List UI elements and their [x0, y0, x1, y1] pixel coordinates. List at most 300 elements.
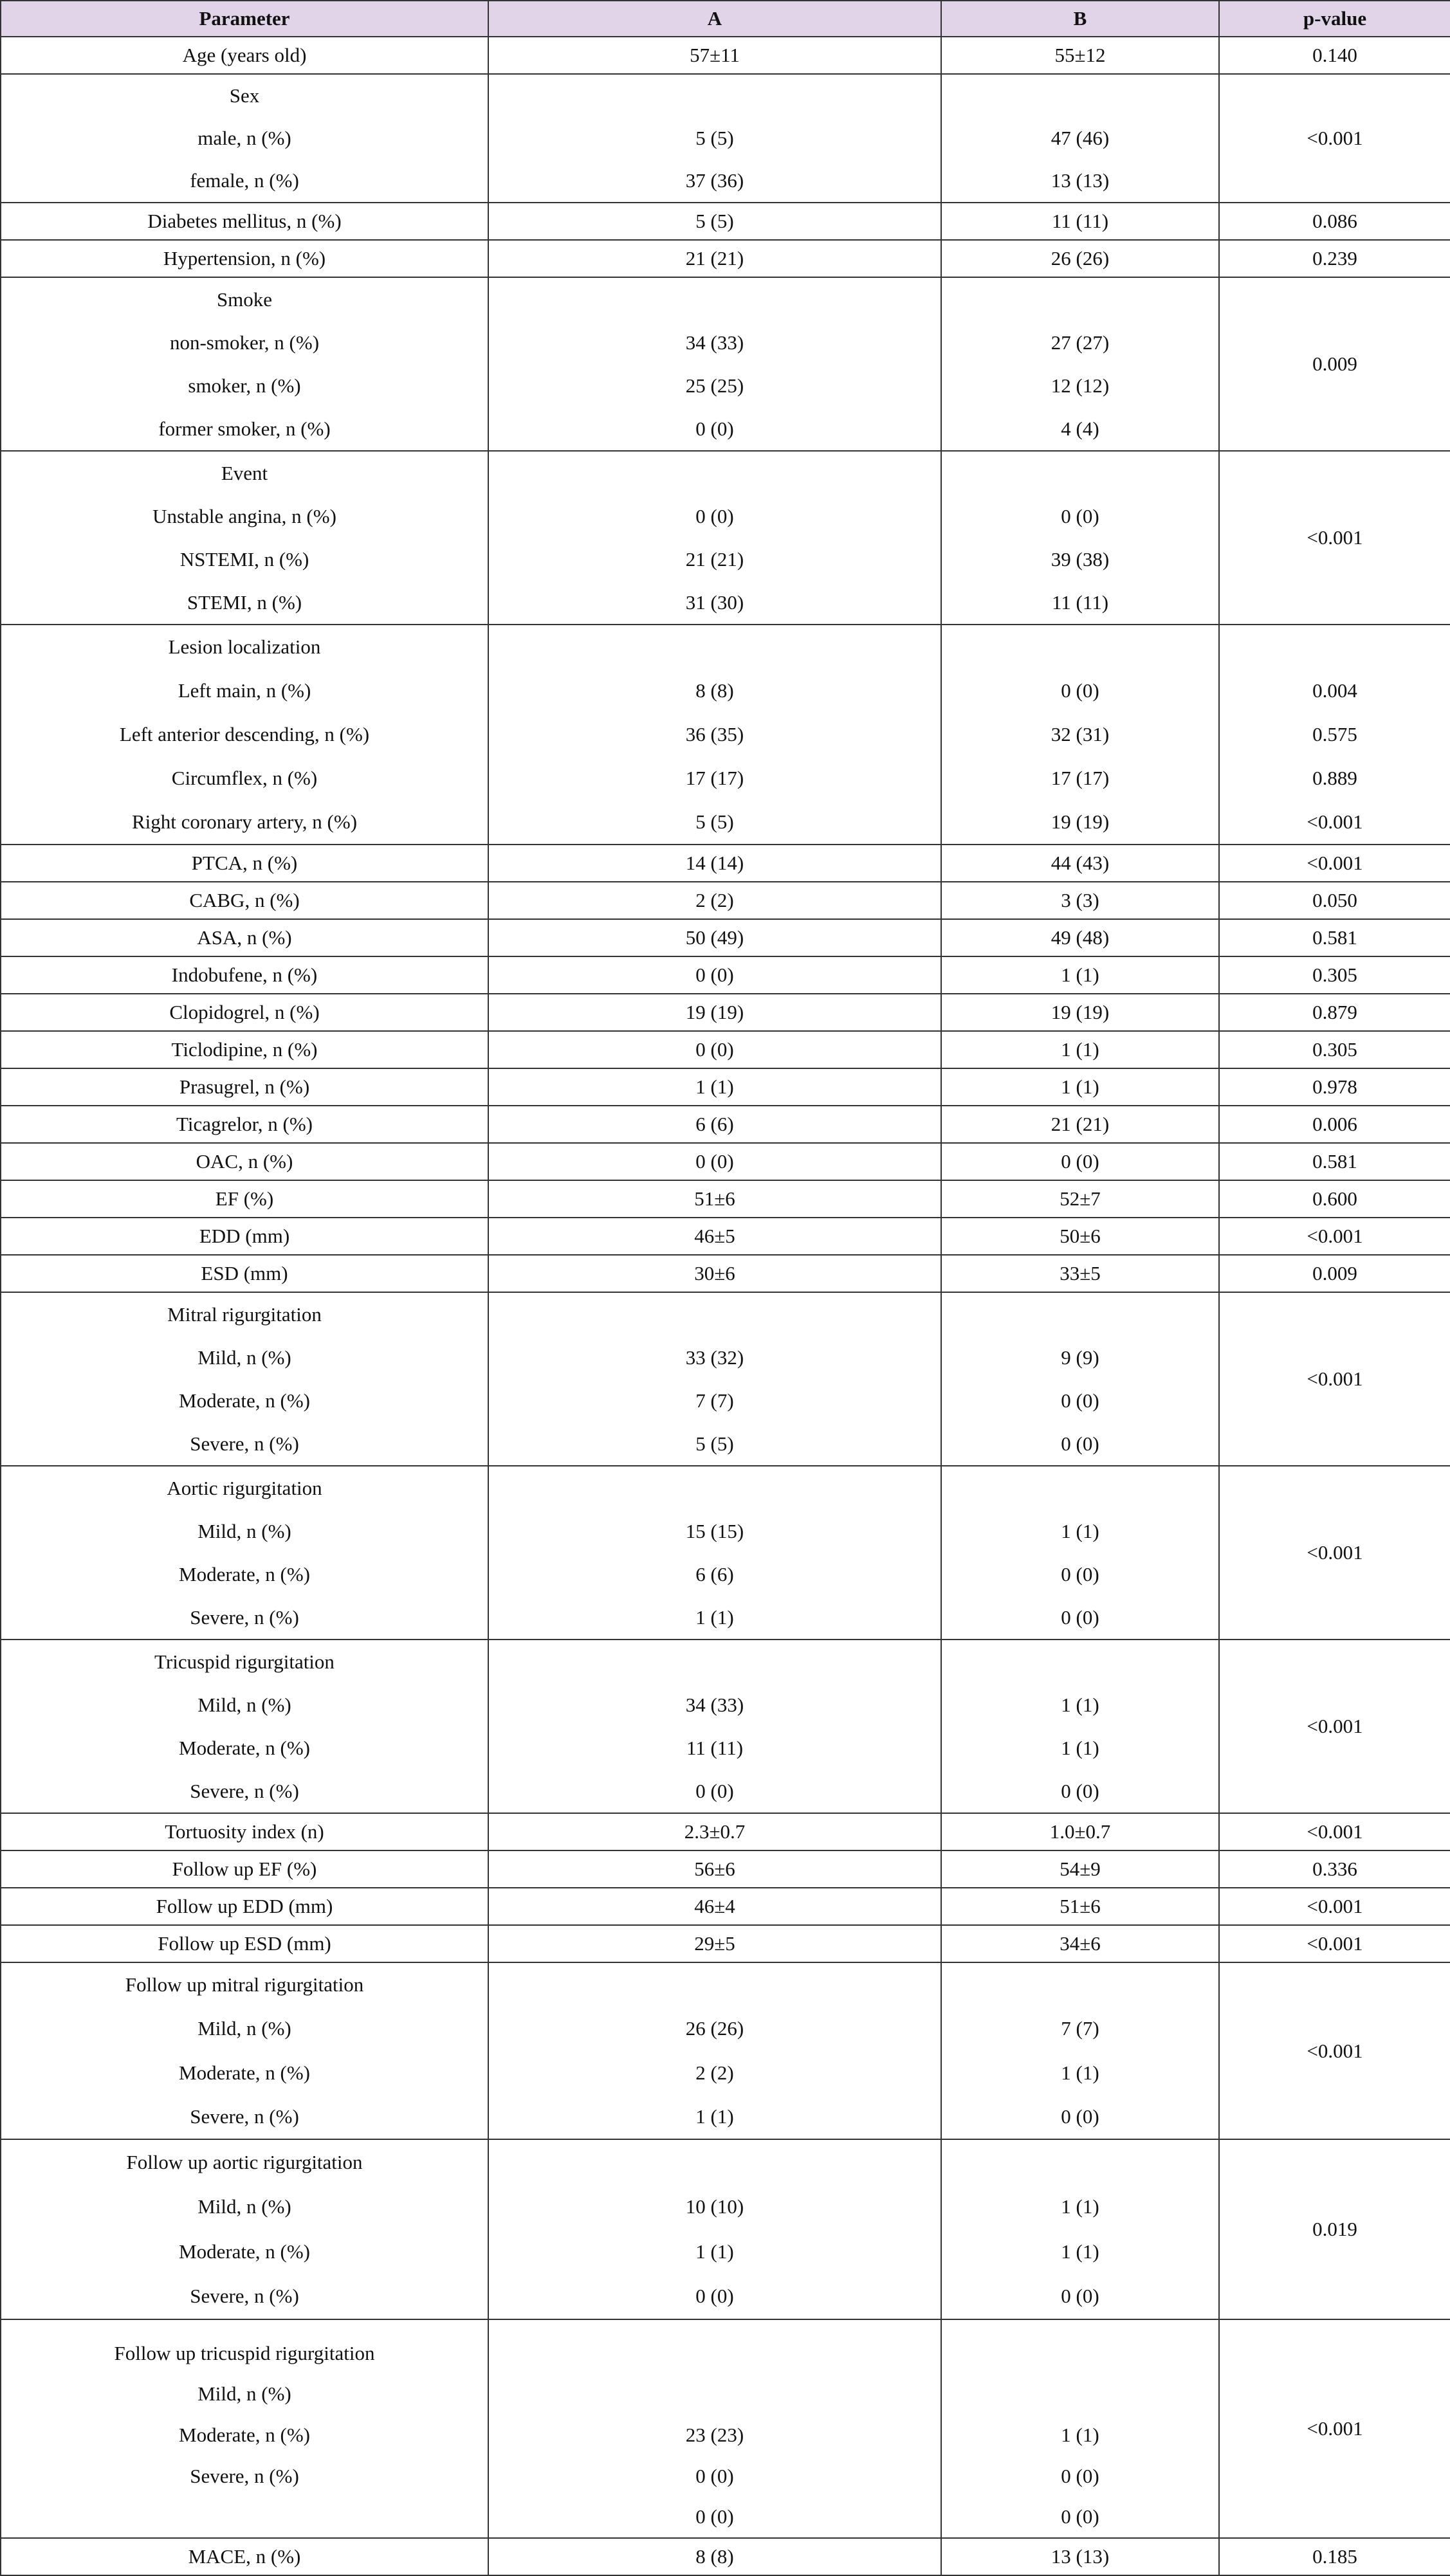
group-a-value: 5 (5) [695, 1432, 734, 1455]
group-a-cell [488, 37, 941, 74]
group-a-value: 26 (26) [685, 2017, 744, 2040]
table-row [1, 203, 1450, 240]
group-a-value [489, 1466, 941, 1510]
group-b-value: 0 (0) [1061, 2505, 1099, 2528]
group-a-cell [488, 1106, 941, 1143]
group-a-stack [489, 2539, 941, 2575]
parameter-value: Tortuosity index (n) [165, 1820, 324, 1843]
table-row [1, 1292, 1450, 1466]
group-a-value: 0 (0) [695, 2505, 734, 2528]
header-parameter: Parameter [1, 1, 488, 37]
parameter-stack [1, 1293, 488, 1465]
parameter-stack [1, 37, 488, 73]
p-value-cell: 0.009 [1219, 1255, 1450, 1292]
p-value-cell: <0.001 [1219, 74, 1450, 203]
parameter-cell [1, 882, 488, 919]
group-a-value [489, 1963, 941, 2007]
group-a-stack [489, 882, 941, 918]
table-header [1, 1, 1450, 37]
parameter-value: Diabetes mellitus, n (%) [147, 210, 342, 232]
table-row [1, 1813, 1450, 1850]
parameter-value: OAC, n (%) [196, 1150, 293, 1173]
p-value-stack [1220, 625, 1450, 844]
group-b-value: 0 (0) [1061, 2285, 1099, 2308]
parameter-value: Left anterior descending, n (%) [119, 723, 370, 745]
group-b-value: 47 (46) [1051, 127, 1110, 149]
parameter-value: Follow up mitral rigurgitation [125, 1973, 364, 1996]
parameter-value: Severe, n (%) [190, 1605, 299, 1629]
parameter-stack [1, 882, 488, 918]
group-b-value: 32 (31) [1051, 723, 1110, 745]
group-b-cell [941, 1180, 1219, 1218]
group-a-value: 19 (19) [685, 1001, 744, 1023]
group-b-value: 13 (13) [1051, 2545, 1110, 2568]
group-b-value [942, 1640, 1218, 1683]
group-a-stack [489, 1926, 941, 1962]
group-a-stack [489, 1032, 941, 1068]
parameter-value: Severe, n (%) [190, 2285, 299, 2308]
parameter-value: Indobufene, n (%) [171, 964, 318, 986]
group-a-cell [488, 994, 941, 1031]
header-row [1, 1, 1450, 37]
p-value-cell: 0.305 [1219, 956, 1450, 994]
group-a-cell [488, 240, 941, 277]
group-b-cell [941, 203, 1219, 240]
table-row [1, 240, 1450, 277]
group-a-stack [489, 1144, 941, 1180]
parameter-cell [1, 845, 488, 882]
p-value [1220, 625, 1450, 669]
group-b-value: 0 (0) [1061, 2464, 1099, 2487]
parameter-stack [1, 1888, 488, 1924]
parameter-value: Follow up aortic rigurgitation [126, 2150, 363, 2173]
p-value: <0.001 [1307, 810, 1363, 833]
table-row [1, 2139, 1450, 2319]
header-p-value: p-value [1219, 1, 1450, 37]
group-b-stack [942, 452, 1218, 624]
group-a-cell [488, 1888, 941, 1925]
group-b-stack [942, 1466, 1218, 1639]
group-b-value: 17 (17) [1051, 767, 1110, 789]
group-a-cell [488, 1180, 941, 1218]
parameter-cell [1, 1813, 488, 1850]
group-a-stack [489, 1069, 941, 1105]
table-row [1, 1031, 1450, 1068]
group-a-cell [488, 2319, 941, 2538]
group-b-cell [941, 1813, 1219, 1850]
parameter-cell [1, 37, 488, 74]
parameter-value: Clopidogrel, n (%) [169, 1001, 320, 1023]
parameter-cell [1, 1031, 488, 1068]
group-a-value [489, 1293, 941, 1336]
group-b-value: 7 (7) [1061, 2017, 1099, 2040]
group-a-value: 2.3±0.7 [684, 1820, 746, 1843]
group-a-stack [489, 1851, 941, 1887]
group-a-value: 5 (5) [695, 210, 734, 232]
group-a-stack [489, 1181, 941, 1217]
group-a-value: 37 (36) [685, 169, 744, 192]
group-b-cell [941, 74, 1219, 203]
parameter-stack [1, 1144, 488, 1180]
parameter-value: Hypertension, n (%) [163, 247, 326, 269]
parameter-stack [1, 1466, 488, 1639]
group-b-stack [942, 203, 1218, 239]
parameter-cell [1, 203, 488, 240]
group-a-stack [489, 1256, 941, 1292]
table-row [1, 1106, 1450, 1143]
p-value-cell: <0.001 [1219, 1466, 1450, 1640]
group-a-value: 29±5 [694, 1932, 735, 1955]
parameter-cell [1, 1292, 488, 1466]
group-b-value [942, 2333, 1218, 2374]
group-a-cell [488, 956, 941, 994]
parameter-stack [1, 1814, 488, 1850]
group-b-cell [941, 1888, 1219, 1925]
group-b-value: 33±5 [1060, 1262, 1101, 1284]
group-a-value: 1 (1) [695, 2105, 734, 2128]
group-b-value: 27 (27) [1051, 331, 1110, 354]
group-a-stack [489, 1293, 941, 1465]
group-a-value: 0 (0) [695, 417, 734, 440]
group-b-cell [941, 882, 1219, 919]
group-b-stack [942, 1640, 1218, 1813]
group-b-stack [942, 1926, 1218, 1962]
group-b-value: 3 (3) [1061, 889, 1099, 911]
table-row [1, 919, 1450, 956]
parameter-value: EDD (mm) [199, 1225, 290, 1247]
parameter-value: Moderate, n (%) [179, 2423, 310, 2446]
parameter-cell [1, 1466, 488, 1640]
group-a-value: 21 (21) [685, 547, 744, 571]
p-value-cell: 0.239 [1219, 240, 1450, 277]
parameter-cell [1, 1106, 488, 1143]
parameter-cell [1, 74, 488, 203]
p-value-cell: 0.600 [1219, 1180, 1450, 1218]
table-row [1, 1180, 1450, 1218]
group-a-value: 8 (8) [695, 679, 734, 702]
parameter-cell [1, 1143, 488, 1180]
group-a-value: 17 (17) [685, 767, 744, 789]
group-a-value: 51±6 [694, 1187, 735, 1210]
parameter-stack [1, 1963, 488, 2139]
table-row [1, 625, 1450, 845]
group-a-value [489, 75, 941, 117]
parameter-stack [1, 452, 488, 624]
group-b-value: 55±12 [1054, 44, 1106, 66]
parameter-value: Lesion localization [168, 635, 321, 658]
parameter-value: STEMI, n (%) [187, 590, 302, 614]
group-a-value: 34 (33) [685, 1693, 744, 1716]
table-row [1, 1255, 1450, 1292]
group-b-stack [942, 882, 1218, 918]
parameter-cell [1, 2319, 488, 2538]
group-b-value: 0 (0) [1061, 1779, 1099, 1802]
parameter-stack [1, 920, 488, 956]
p-value-cell: 0.336 [1219, 1850, 1450, 1888]
group-b-stack [942, 1032, 1218, 1068]
group-b-value: 1 (1) [1061, 964, 1099, 986]
group-b-value: 19 (19) [1051, 810, 1110, 833]
p-value-cell [1219, 625, 1450, 845]
parameter-value: Ticlodipine, n (%) [171, 1038, 318, 1061]
group-b-cell [941, 2538, 1219, 2575]
group-b-cell [941, 1031, 1219, 1068]
group-a-stack [489, 37, 941, 73]
group-b-value [942, 625, 1218, 669]
parameter-value: EF (%) [215, 1187, 274, 1210]
group-a-stack [489, 1106, 941, 1142]
group-a-cell [488, 1292, 941, 1466]
parameter-value: Follow up EF (%) [172, 1858, 317, 1880]
group-b-value [942, 278, 1218, 321]
group-b-stack [942, 1106, 1218, 1142]
group-a-value: 8 (8) [695, 2545, 734, 2568]
parameter-cell [1, 451, 488, 625]
parameter-cell [1, 1850, 488, 1888]
group-a-value: 2 (2) [695, 2061, 734, 2084]
parameter-stack [1, 994, 488, 1030]
group-a-value: 0 (0) [695, 2285, 734, 2308]
parameter-cell [1, 1180, 488, 1218]
group-b-value: 1 (1) [1061, 1693, 1099, 1716]
p-value-cell: 0.185 [1219, 2538, 1450, 2575]
parameter-value: Prasugrel, n (%) [179, 1075, 310, 1098]
group-b-stack [942, 1256, 1218, 1292]
parameter-cell [1, 625, 488, 845]
parameter-stack [1, 1256, 488, 1292]
parameter-stack [1, 1181, 488, 1217]
group-b-value: 0 (0) [1061, 1605, 1099, 1629]
group-a-value: 11 (11) [686, 1736, 744, 1759]
group-a-value [489, 1640, 941, 1683]
group-a-stack [489, 241, 941, 277]
group-a-value: 46±5 [694, 1225, 735, 1247]
group-b-cell [941, 1255, 1219, 1292]
group-b-value: 1 (1) [1061, 1075, 1099, 1098]
parameter-value: ASA, n (%) [197, 926, 292, 949]
group-b-cell [941, 1068, 1219, 1106]
group-b-value: 4 (4) [1061, 417, 1099, 440]
parameter-value: Moderate, n (%) [179, 1562, 310, 1585]
table-row [1, 956, 1450, 994]
group-a-cell [488, 203, 941, 240]
group-a-cell [488, 451, 941, 625]
group-b-value: 0 (0) [1061, 1389, 1099, 1412]
group-a-cell [488, 1255, 941, 1292]
group-b-value: 1 (1) [1061, 1519, 1099, 1542]
group-b-value: 50±6 [1060, 1225, 1101, 1247]
parameter-cell [1, 1640, 488, 1813]
p-value-cell: <0.001 [1219, 1218, 1450, 1255]
table-row [1, 1068, 1450, 1106]
group-b-stack [942, 845, 1218, 881]
p-value-cell: 0.140 [1219, 37, 1450, 74]
group-b-cell [941, 625, 1219, 845]
group-b-stack [942, 920, 1218, 956]
p-value-cell: 0.978 [1219, 1068, 1450, 1106]
parameter-stack [1, 957, 488, 993]
group-b-cell [941, 1466, 1219, 1640]
group-a-cell [488, 1031, 941, 1068]
parameter-stack [1, 75, 488, 202]
group-b-stack [942, 1963, 1218, 2139]
p-value-cell: 0.009 [1219, 277, 1450, 451]
group-a-cell [488, 919, 941, 956]
group-b-value: 1.0±0.7 [1049, 1820, 1111, 1843]
p-value-cell: 0.879 [1219, 994, 1450, 1031]
parameter-stack [1, 1851, 488, 1887]
group-a-stack [489, 2140, 941, 2319]
group-a-value: 0 (0) [695, 1038, 734, 1061]
group-a-cell [488, 1850, 941, 1888]
group-b-cell [941, 845, 1219, 882]
parameter-stack [1, 1926, 488, 1962]
p-value-cell: 0.581 [1219, 919, 1450, 956]
group-a-value: 1 (1) [695, 1075, 734, 1098]
group-a-value: 1 (1) [695, 2240, 734, 2263]
group-a-value: 33 (32) [685, 1346, 744, 1369]
group-b-value [942, 1466, 1218, 1510]
p-value: 0.004 [1312, 679, 1357, 702]
group-b-cell [941, 2319, 1219, 2538]
group-a-stack [489, 1640, 941, 1813]
p-value-cell: <0.001 [1219, 1888, 1450, 1925]
table-row [1, 2538, 1450, 2575]
parameter-value: Moderate, n (%) [179, 1736, 310, 1759]
group-b-value: 0 (0) [1061, 679, 1099, 702]
parameter-value: Mild, n (%) [197, 2017, 291, 2040]
group-b-value: 13 (13) [1051, 169, 1110, 192]
group-b-stack [942, 1814, 1218, 1850]
group-b-value: 26 (26) [1051, 247, 1110, 269]
parameter-cell [1, 277, 488, 451]
parameter-cell [1, 994, 488, 1031]
parameter-stack [1, 2320, 488, 2537]
group-a-value: 14 (14) [685, 852, 744, 874]
group-a-value: 56±6 [694, 1858, 735, 1880]
group-a-stack [489, 625, 941, 844]
group-b-value: 0 (0) [1061, 1150, 1099, 1173]
parameter-value: Tricuspid rigurgitation [154, 1650, 335, 1673]
table-row [1, 1143, 1450, 1180]
group-b-cell [941, 1962, 1219, 2139]
group-b-cell [941, 919, 1219, 956]
group-a-cell [488, 1068, 941, 1106]
group-a-value: 21 (21) [685, 247, 744, 269]
group-b-value [942, 1293, 1218, 1336]
group-b-value: 1 (1) [1061, 2195, 1099, 2218]
group-b-stack [942, 2140, 1218, 2319]
group-a-stack [489, 1814, 941, 1850]
group-b-value: 0 (0) [1061, 1562, 1099, 1585]
parameter-value: PTCA, n (%) [191, 852, 298, 874]
group-a-stack [489, 1466, 941, 1639]
table-body [1, 37, 1450, 2575]
table-row [1, 1466, 1450, 1640]
group-a-stack [489, 1963, 941, 2139]
group-a-stack [489, 1888, 941, 1924]
parameter-value: Left main, n (%) [178, 679, 311, 702]
group-b-value: 44 (43) [1051, 852, 1110, 874]
group-a-value: 25 (25) [685, 374, 744, 397]
parameter-value: Follow up EDD (mm) [156, 1895, 333, 1917]
group-a-value: 0 (0) [695, 504, 734, 527]
group-b-cell [941, 994, 1219, 1031]
group-b-value: 19 (19) [1051, 1001, 1110, 1023]
group-a-value [489, 278, 941, 321]
parameter-value: smoker, n (%) [188, 374, 301, 397]
group-a-cell [488, 882, 941, 919]
group-a-value [489, 625, 941, 669]
group-a-value: 6 (6) [695, 1113, 734, 1135]
table-row [1, 1925, 1450, 1962]
group-a-value: 5 (5) [695, 127, 734, 149]
group-a-value [489, 2140, 941, 2185]
parameter-stack [1, 1106, 488, 1142]
group-b-value [942, 1963, 1218, 2007]
table-row [1, 74, 1450, 203]
group-b-value: 34±6 [1060, 1932, 1101, 1955]
parameter-value: Severe, n (%) [190, 1779, 299, 1802]
group-b-value: 54±9 [1060, 1858, 1101, 1880]
p-value-cell: <0.001 [1219, 1962, 1450, 2139]
group-a-cell [488, 2139, 941, 2319]
parameter-stack [1, 1218, 488, 1254]
group-a-value: 57±11 [690, 44, 740, 66]
group-a-stack [489, 75, 941, 202]
parameter-stack [1, 845, 488, 881]
parameter-value: Mild, n (%) [197, 1693, 291, 1716]
parameter-value: Moderate, n (%) [179, 2240, 310, 2263]
parameter-cell [1, 1068, 488, 1106]
group-b-cell [941, 451, 1219, 625]
parameter-value: Mild, n (%) [197, 2195, 291, 2218]
parameter-cell [1, 1888, 488, 1925]
group-a-stack [489, 994, 941, 1030]
p-value-cell: <0.001 [1219, 2319, 1450, 2538]
group-a-value: 6 (6) [695, 1562, 734, 1585]
parameter-cell [1, 1255, 488, 1292]
group-a-value: 34 (33) [685, 331, 744, 354]
group-a-value [489, 452, 941, 495]
group-a-cell [488, 277, 941, 451]
group-b-cell [941, 277, 1219, 451]
group-b-value: 0 (0) [1061, 1432, 1099, 1455]
group-a-value: 2 (2) [695, 889, 734, 911]
group-a-value: 50 (49) [685, 926, 744, 949]
parameter-value: Moderate, n (%) [179, 2061, 310, 2084]
group-b-stack [942, 75, 1218, 202]
parameter-value: MACE, n (%) [188, 2545, 301, 2568]
group-a-value: 0 (0) [695, 2464, 734, 2487]
group-a-value: 5 (5) [695, 810, 734, 833]
parameter-value: Mild, n (%) [197, 1346, 291, 1369]
p-value-cell: <0.001 [1219, 1640, 1450, 1813]
header-group-b: B [941, 1, 1219, 37]
group-b-cell [941, 1925, 1219, 1962]
parameter-value: Mild, n (%) [197, 2382, 291, 2406]
parameter-value: Follow up ESD (mm) [158, 1932, 331, 1955]
parameter-value: non-smoker, n (%) [169, 331, 320, 354]
group-b-value [942, 2374, 1218, 2415]
table-row [1, 1962, 1450, 2139]
table-row [1, 1888, 1450, 1925]
group-a-cell [488, 1925, 941, 1962]
parameter-value: Smoke [216, 288, 273, 311]
parameter-stack [1, 2140, 488, 2319]
group-a-value: 0 (0) [695, 1779, 734, 1802]
parameter-value: former smoker, n (%) [158, 417, 331, 440]
